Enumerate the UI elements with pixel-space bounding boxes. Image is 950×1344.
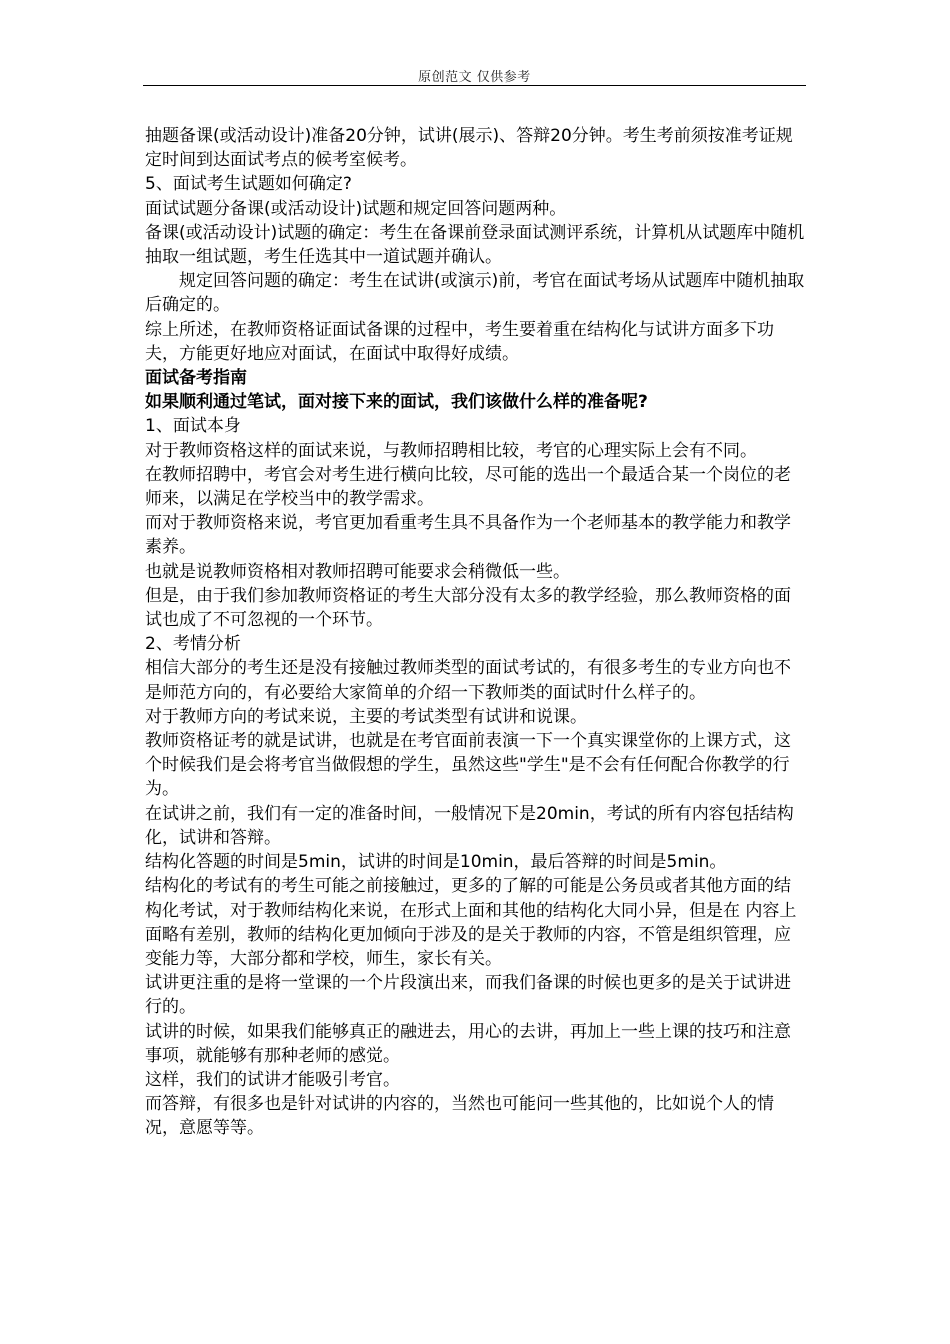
paragraph: 对于教师资格这样的面试来说，与教师招聘相比较，考官的心理实际上会有不同。	[145, 440, 757, 461]
guide-subtitle: 如果顺利通过笔试，面对接下来的面试，我们该做什么样的准备呢?	[145, 392, 648, 413]
paragraph: 面试试题分备课(或活动设计)试题和规定回答问题两种。	[145, 198, 567, 219]
paragraph: 结构化的考试有的考生可能之前接触过，更多的了解的可能是公务员或者其他方面的结构化考试，对于教师结构化来说，在形式上面和其他的结构化大同小异，但是在 内容上面略有差别，教师的结构化更加倾向于涉及的是关于教师的内容，不管是组织管理，应变能力等，大部分都和学校，师生，家长有关。	[145, 876, 797, 969]
paragraph: 综上所述，在教师资格证面试备课的过程中，考生要着重在结构化与试讲方面多下功夫，方能更好地应对面试，在面试中取得好成绩。	[145, 319, 774, 364]
document-body	[145, 124, 805, 1141]
page-header: 原创范文 仅供参考	[418, 70, 531, 85]
header-divider	[143, 85, 806, 86]
guide-title: 面试备考指南	[145, 368, 247, 389]
paragraph: 对于教师方向的考试来说，主要的考试类型有试讲和说课。	[145, 706, 587, 727]
paragraph: 在试讲之前，我们有一定的准备时间，一般情况下是20min，考试的所有内容包括结构化，试讲和答辩。	[145, 803, 794, 848]
paragraph: 相信大部分的考生还是没有接触过教师类型的面试考试的，有很多考生的专业方向也不是师范方向的，有必要给大家简单的介绍一下教师类的面试时什么样子的。	[145, 658, 791, 703]
paragraph: 在教师招聘中，考官会对考生进行横向比较，尽可能的选出一个最适合某一个岗位的老师来，以满足在学校当中的教学需求。	[145, 464, 791, 510]
paragraph: 备课(或活动设计)试题的确定：考生在备课前登录面试测评系统，计算机从试题库中随机抽取一组试题，考生任选其中一道试题并确认。	[145, 222, 805, 268]
paragraph: 而答辩，有很多也是针对试讲的内容的，当然也可能问一些其他的，比如说个人的情况，意愿等等。	[145, 1094, 774, 1139]
section-heading: 5、面试考生试题如何确定?	[145, 174, 352, 195]
paragraph: 规定回答问题的确定：考生在试讲(或演示)前，考官在面试考场从试题库中随机抽取后确定的。	[145, 271, 805, 316]
paragraph: 教师资格证考的就是试讲，也就是在考官面前表演一下一个真实课堂你的上课方式，这个时候我们是会将考官当做假想的学生，虽然这些"学生"是不会有任何配合你教学的行为。	[145, 731, 791, 800]
paragraph: 但是，由于我们参加教师资格证的考生大部分没有太多的教学经验，那么教师资格的面试也成了不可忽视的一个环节。	[145, 585, 791, 631]
paragraph: 这样，我们的试讲才能吸引考官。	[145, 1069, 400, 1090]
paragraph: 也就是说教师资格相对教师招聘可能要求会稍微低一些。	[145, 561, 570, 582]
paragraph: 试讲的时候，如果我们能够真正的融进去，用心的去讲，再加上一些上课的技巧和注意事项，就能够有那种老师的感觉。	[145, 1021, 791, 1066]
paragraph: 抽题备课(或活动设计)准备20分钟，试讲(展示)、答辩20分钟。考生考前须按准考证规定时间到达面试考点的候考室候考。	[145, 126, 793, 171]
paragraph: 试讲更注重的是将一堂课的一个片段演出来，而我们备课的时候也更多的是关于试讲进行的。	[145, 973, 791, 1018]
paragraph: 而对于教师资格来说，考官更加看重考生具不具备作为一个老师基本的教学能力和教学素养。	[145, 513, 791, 558]
section-heading: 1、面试本身	[145, 416, 241, 437]
paragraph: 结构化答题的时间是5min，试讲的时间是10min，最后答辩的时间是5min。	[145, 852, 727, 873]
section-heading: 2、考情分析	[145, 634, 241, 655]
